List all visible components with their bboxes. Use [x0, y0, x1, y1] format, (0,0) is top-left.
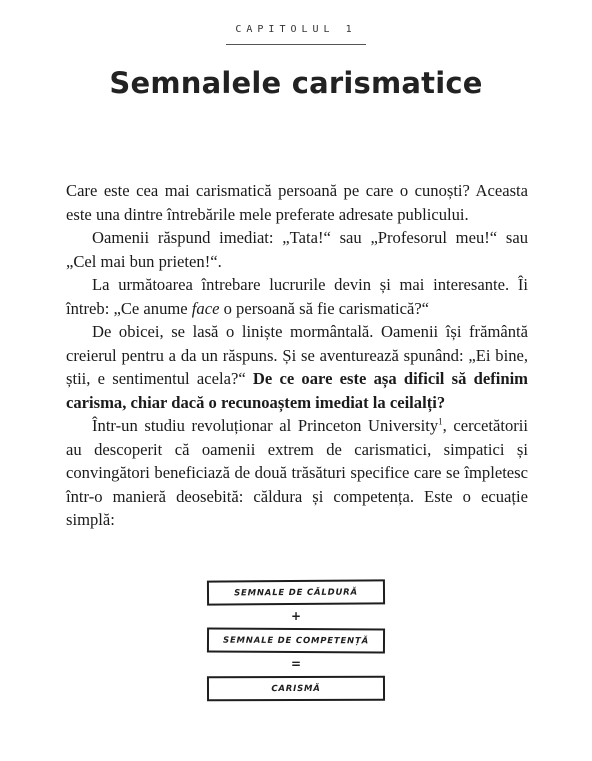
equation-term-competence: SEMNALE DE COMPETENȚĂ	[207, 628, 385, 654]
body-text	[66, 179, 528, 532]
paragraph-4-text: De obicei, se lasă o liniște mormântală. Oamenii își frământă creierul pentru a da un răspuns. Și se aventurează spunând: „Ei bine, știi, e sentimentul acela?“	[66, 322, 528, 388]
paragraph-4	[66, 320, 528, 414]
paragraph-3-emphasis: face	[191, 298, 220, 318]
paragraph-5-text-a: Într-un studiu revoluționar al Princeton University	[92, 416, 439, 435]
charisma-equation	[207, 580, 385, 701]
page-title: Semnalele carismatice	[109, 66, 483, 100]
footnote-marker: 1	[438, 416, 443, 427]
paragraph-3-text-b: o persoană să fie carismatică?“	[219, 298, 430, 318]
paragraph-2	[66, 226, 528, 273]
paragraph-2-text: Oamenii răspund imediat: „Tata!“ sau „Profesorul meu!“ sau „Cel mai bun prieten!“.	[66, 228, 528, 271]
equation-term-warmth: SEMNALE DE CĂLDURĂ	[207, 579, 385, 605]
paragraph-5-text-b: , cercetătorii au descoperit că oamenii extrem de carismatici, simpatici și convingători beneficiază de două trăsături specifice care se împletesc într-o manieră deosebită: căldura și competența. Este o ecuație simplă:	[66, 416, 529, 529]
paragraph-4-bold: De ce oare este așa dificil să definim carisma, chiar dacă o recunoaștem imediat la ceilalți?	[66, 369, 528, 412]
equation-plus-sign: +	[290, 609, 302, 623]
paragraph-1	[66, 179, 528, 226]
paragraph-3	[66, 273, 528, 320]
chapter-underline	[226, 44, 366, 45]
paragraph-5	[66, 414, 528, 532]
paragraph-1-text: Care este cea mai carismatică persoană pe care o cunoști? Aceasta este una dintre întrebările mele preferate adresate publicului.	[66, 181, 528, 224]
paragraph-3-text-a: La următoarea întrebare lucrurile devin și mai interesante. Îi întreb: „Ce anume	[66, 275, 528, 318]
chapter-label: CAPITOLUL 1	[235, 24, 357, 35]
equation-result-charisma: CARISMĂ	[207, 676, 385, 702]
equation-equals-sign: =	[290, 657, 302, 671]
